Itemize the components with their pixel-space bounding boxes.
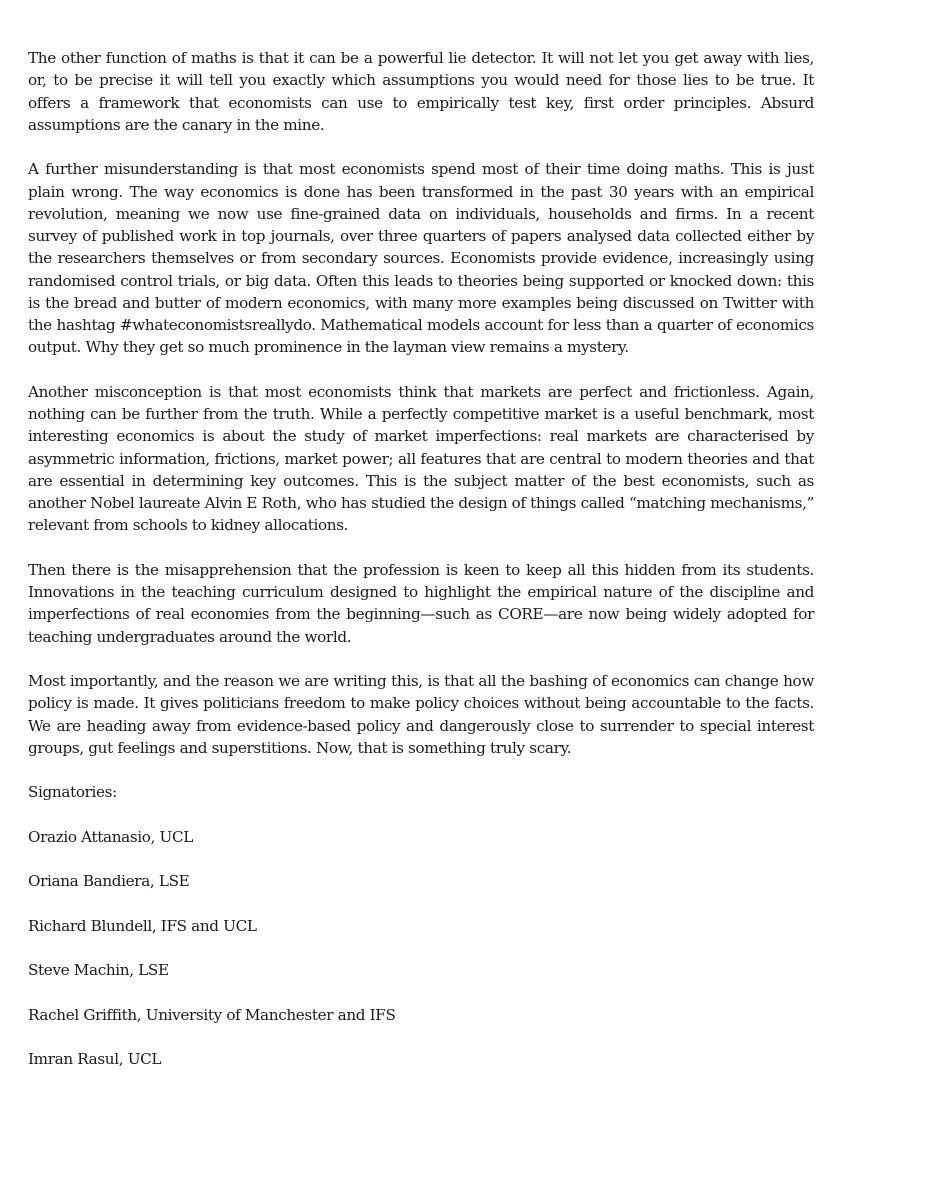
signatories-heading: Signatories: <box>28 783 117 802</box>
paragraph-empirical-revolution: A further misunderstanding is that most economists spend most of their time doing maths. This is just plain wrong. The way economics is done has been transformed in the past 30 years with an empirical revolution, meaning we now use fine-grained data on individuals, households and firms. In a recent survey of published work in top journals, over three quarters of papers analysed data collected either by the researchers themselves or from secondary sources. Economists provide evidence, increasingly using randomised control trials, or big data. Often this leads to theories being supported or knocked down: this is the bread and butter of modern economics, with many more examples being discussed on Twitter with the hashtag #whateconomistsreallydo. Mathematical models account for less than a quarter of economics output. Why they get so much prominence in the layman view remains a mystery. <box>28 160 814 357</box>
paragraph-market-imperfections: Another misconception is that most economists think that markets are perfect and frictionless. Again, nothing can be further from the truth. While a perfectly competitive market is a useful benchmark, most interesting economics is about the study of market imperfections: real markets are characterised by asymmetric information, frictions, market power; all features that are central to modern theories and that are essential in determining key outcomes. This is the subject matter of the best economists, such as another Nobel laureate Alvin E Roth, who has studied the design of things called “matching mechanisms,” relevant from schools to kidney allocations. <box>28 382 814 535</box>
signatory-item: Orazio Attanasio, UCL <box>28 827 193 846</box>
signatory-item: Rachel Griffith, University of Manchester and IFS <box>28 1005 396 1024</box>
signatory-item: Steve Machin, LSE <box>28 961 169 980</box>
paragraph-policy-concern: Most importantly, and the reason we are writing this, is that all the bashing of economics can change how policy is made. It gives politicians freedom to make policy choices without being accountable to the facts. We are heading away from evidence-based policy and dangerously close to surrender to special interest groups, gut feelings and superstitions. Now, that is something truly scary. <box>28 672 814 757</box>
document-page <box>28 47 814 1093</box>
signatories-list <box>28 826 814 1071</box>
signatory-item: Imran Rasul, UCL <box>28 1050 162 1069</box>
signatory-item: Oriana Bandiera, LSE <box>28 872 190 891</box>
paragraph-teaching-curriculum: Then there is the misapprehension that the profession is keen to keep all this hidden from its students. Innovations in the teaching curriculum designed to highlight the empirical nature of the discipline and imperfections of real economies from the beginning—such as CORE—are now being widely adopted for teaching undergraduates around the world. <box>28 560 814 646</box>
signatory-item: Richard Blundell, IFS and UCL <box>28 916 257 935</box>
paragraph-maths-lie-detector: The other function of maths is that it can be a powerful lie detector. It will not let you get away with lies, or, to be precise it will tell you exactly which assumptions you would need for those lies to be true. It offers a framework that economists can use to empirically test key, first order principles. Absurd assumptions are the canary in the mine. <box>28 49 814 134</box>
